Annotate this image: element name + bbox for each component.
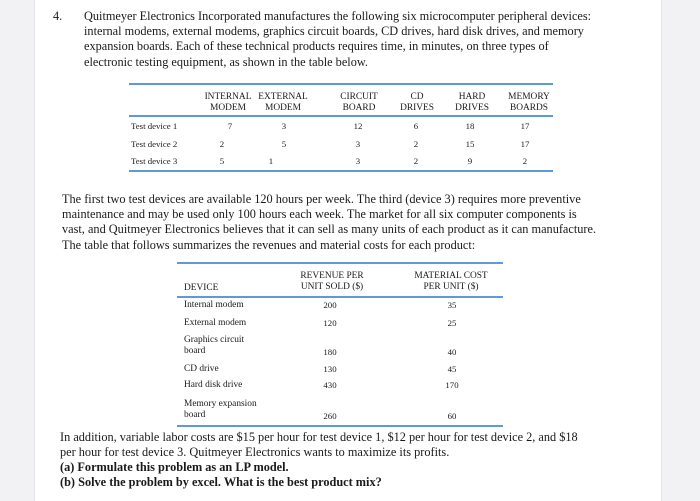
cost-value: 25 [447,318,457,328]
revenue-value: 430 [323,380,337,390]
cost-value: 45 [447,364,457,374]
test-cell: 15 [465,139,475,149]
test-cell: 17 [520,121,530,131]
task-b: (b) Solve the problem by excel. What is the best product mix? [60,475,382,490]
paragraph-line: The table that follows summarizes the revenues and material costs for each product: [62,237,476,252]
test-cell: 2 [413,139,419,149]
test-cell: 17 [520,139,530,149]
intro-line: electronic testing equipment, as shown in the table below. [84,54,369,69]
intro-line: expansion boards. Each of these technical products requires time, in minutes, on three types of [84,39,549,54]
intro-line: Quitmeyer Electronics Incorporated manufactures the following six microcomputer peripheral devices: [84,9,592,23]
paragraph-line: maintenance and may be used only 100 hours each week. The market for all six computer components is [62,207,577,222]
revenue-value: 200 [323,300,337,310]
task-a: (a) Formulate this problem as an LP model. [60,460,289,474]
cost-value: 170 [445,380,459,390]
test-row-label: Test device 1 [131,121,178,131]
labor-cost-paragraph [60,430,660,460]
test-cell: 18 [465,121,475,131]
revenue-value: 260 [323,411,337,421]
test-cell: 5 [219,156,225,166]
revenue-value: 120 [323,318,337,328]
device-name: Memory expansion board [184,399,257,420]
device-name: Internal modem [184,300,244,310]
device-header: DEVICE [184,283,219,293]
test-cell: 2 [219,139,225,149]
revenue-header: REVENUE PER UNIT SOLD ($) [300,271,364,292]
test-cell: 5 [281,139,287,149]
question-number: 4. [53,9,63,23]
task-list [60,460,660,490]
test-cell: 3 [355,139,361,149]
device-name: CD drive [184,364,219,374]
test-table-col-header: CIRCUIT BOARD [340,92,378,113]
revenue-table-bottom-rule [177,425,503,427]
device-name: Hard disk drive [184,380,243,390]
device-name: Graphics circuit board [184,335,245,356]
paragraph-line: vast, and Quitmeyer Electronics believes that it can sell as many units of each product as it can manufacture. [62,222,597,237]
paragraph-line: In addition, variable labor costs are $15 per hour for test device 1, $12 per hour for test device 2, and $18 [60,430,578,444]
test-table-col-header: INTERNAL MODEM [204,92,252,113]
test-cell: 1 [268,156,274,166]
revenue-table-header-rule [177,296,503,298]
test-cell: 12 [353,121,363,131]
test-cell: 2 [522,156,528,166]
test-table-top-rule [129,83,553,85]
availability-paragraph [62,192,662,253]
device-name: External modem [184,318,247,328]
test-cell: 6 [413,121,419,131]
test-cell: 9 [467,156,473,166]
test-cell: 3 [281,121,287,131]
test-table-bottom-rule [129,170,553,172]
test-cell: 7 [227,121,233,131]
paragraph-line: The first two test devices are available 120 hours per week. The third (device 3) requires more preventive [62,192,581,206]
intro-line: internal modems, external modems, graphics circuit boards, CD drives, hard disk drives, and memory [84,24,584,39]
cost-value: 40 [447,347,457,357]
test-cell: 3 [355,156,361,166]
cost-value: 35 [447,300,457,310]
test-cell: 2 [413,156,419,166]
test-row-label: Test device 3 [131,156,178,166]
cost-header: MATERIAL COST PER UNIT ($) [414,271,488,292]
revenue-value: 130 [323,364,337,374]
test-row-label: Test device 2 [131,139,178,149]
paragraph-line: per hour for test device 3. Quitmeyer Electronics wants to maximize its profits. [60,445,450,460]
question-intro [84,9,654,70]
revenue-table-top-rule [177,262,503,264]
test-table-col-header: EXTERNAL MODEM [258,92,308,113]
cost-value: 60 [447,411,457,421]
revenue-value: 180 [323,347,337,357]
test-table-col-header: HARD DRIVES [455,92,489,113]
test-table-col-header: MEMORY BOARDS [508,92,550,113]
test-table-header-rule [129,115,553,117]
test-table-col-header: CD DRIVES [400,92,434,113]
